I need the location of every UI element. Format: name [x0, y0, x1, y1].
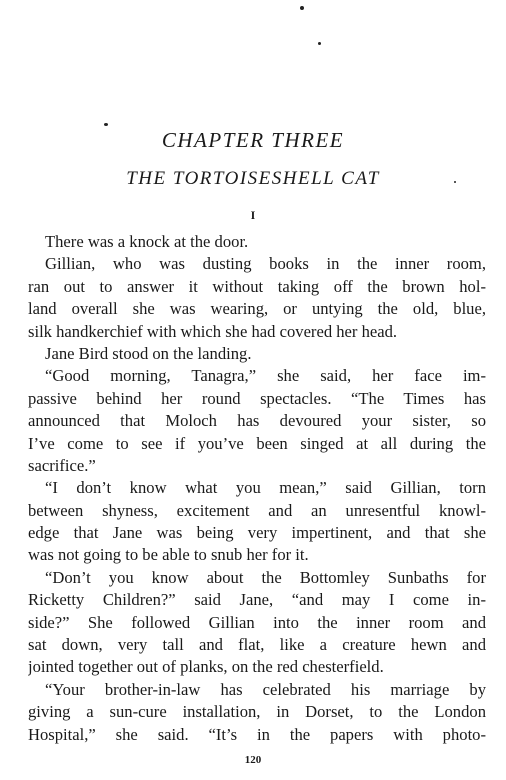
text-line: Hospital,” she said. “It’s in the papers with photo-	[28, 724, 486, 744]
text-line: sat down, very tall and flat, like a creature hewn and	[28, 635, 486, 655]
text-line: I’ve come to see if you’ve been singed at all during the	[28, 433, 486, 453]
text-line: There was a knock at the door.	[45, 232, 249, 251]
section-numeral: I	[250, 208, 256, 222]
chapter-subtitle: THE TORTOISESHELL CAT	[126, 168, 380, 189]
text-line: passive behind her round spectacles. “The Times has	[28, 388, 486, 408]
text-line: “Don’t you know about the Bottomley Sunbaths for	[45, 567, 486, 587]
text-line: “I don’t know what you mean,” said Gillian, torn	[45, 478, 486, 498]
text-line: edge that Jane was being very impertinent, and that she	[28, 523, 486, 543]
text-line: silk handkerchief with which she had covered her head.	[28, 321, 398, 341]
text-line: ran out to answer it without taking off the brown hol-	[28, 276, 486, 296]
text-line: Jane Bird stood on the landing.	[45, 343, 252, 363]
text-line: Ricketty Children?” said Jane, “and may I come in-	[28, 590, 486, 610]
body-text	[28, 231, 486, 746]
text-line: “Good morning, Tanagra,” she said, her face im-	[45, 366, 486, 386]
text-line: Gillian, who was dusting books in the inner room,	[45, 254, 486, 274]
chapter-title: CHAPTER THREE	[161, 128, 345, 152]
text-line: announced that Moloch has devoured your sister, so	[28, 411, 486, 431]
text-line: jointed together out of planks, on the red chesterfield.	[28, 657, 384, 677]
ink-speck	[318, 42, 321, 45]
text-line: between shyness, excitement and an unresentful knowl-	[28, 500, 486, 520]
text-line: giving a sun-cure installation, in Dorset, to the London	[28, 702, 486, 722]
text-line: land overall she was wearing, or untying the old, blue,	[28, 299, 486, 319]
page-number: 120	[244, 754, 262, 766]
text-line: “Your brother-in-law has celebrated his marriage by	[45, 679, 486, 699]
ink-speck	[300, 6, 304, 10]
text-line: was not going to be able to snub her for it.	[28, 545, 309, 565]
text-line: sacrifice.”	[28, 455, 96, 475]
ink-speck	[104, 123, 108, 126]
text-line: side?” She followed Gillian into the inner room and	[28, 612, 486, 632]
